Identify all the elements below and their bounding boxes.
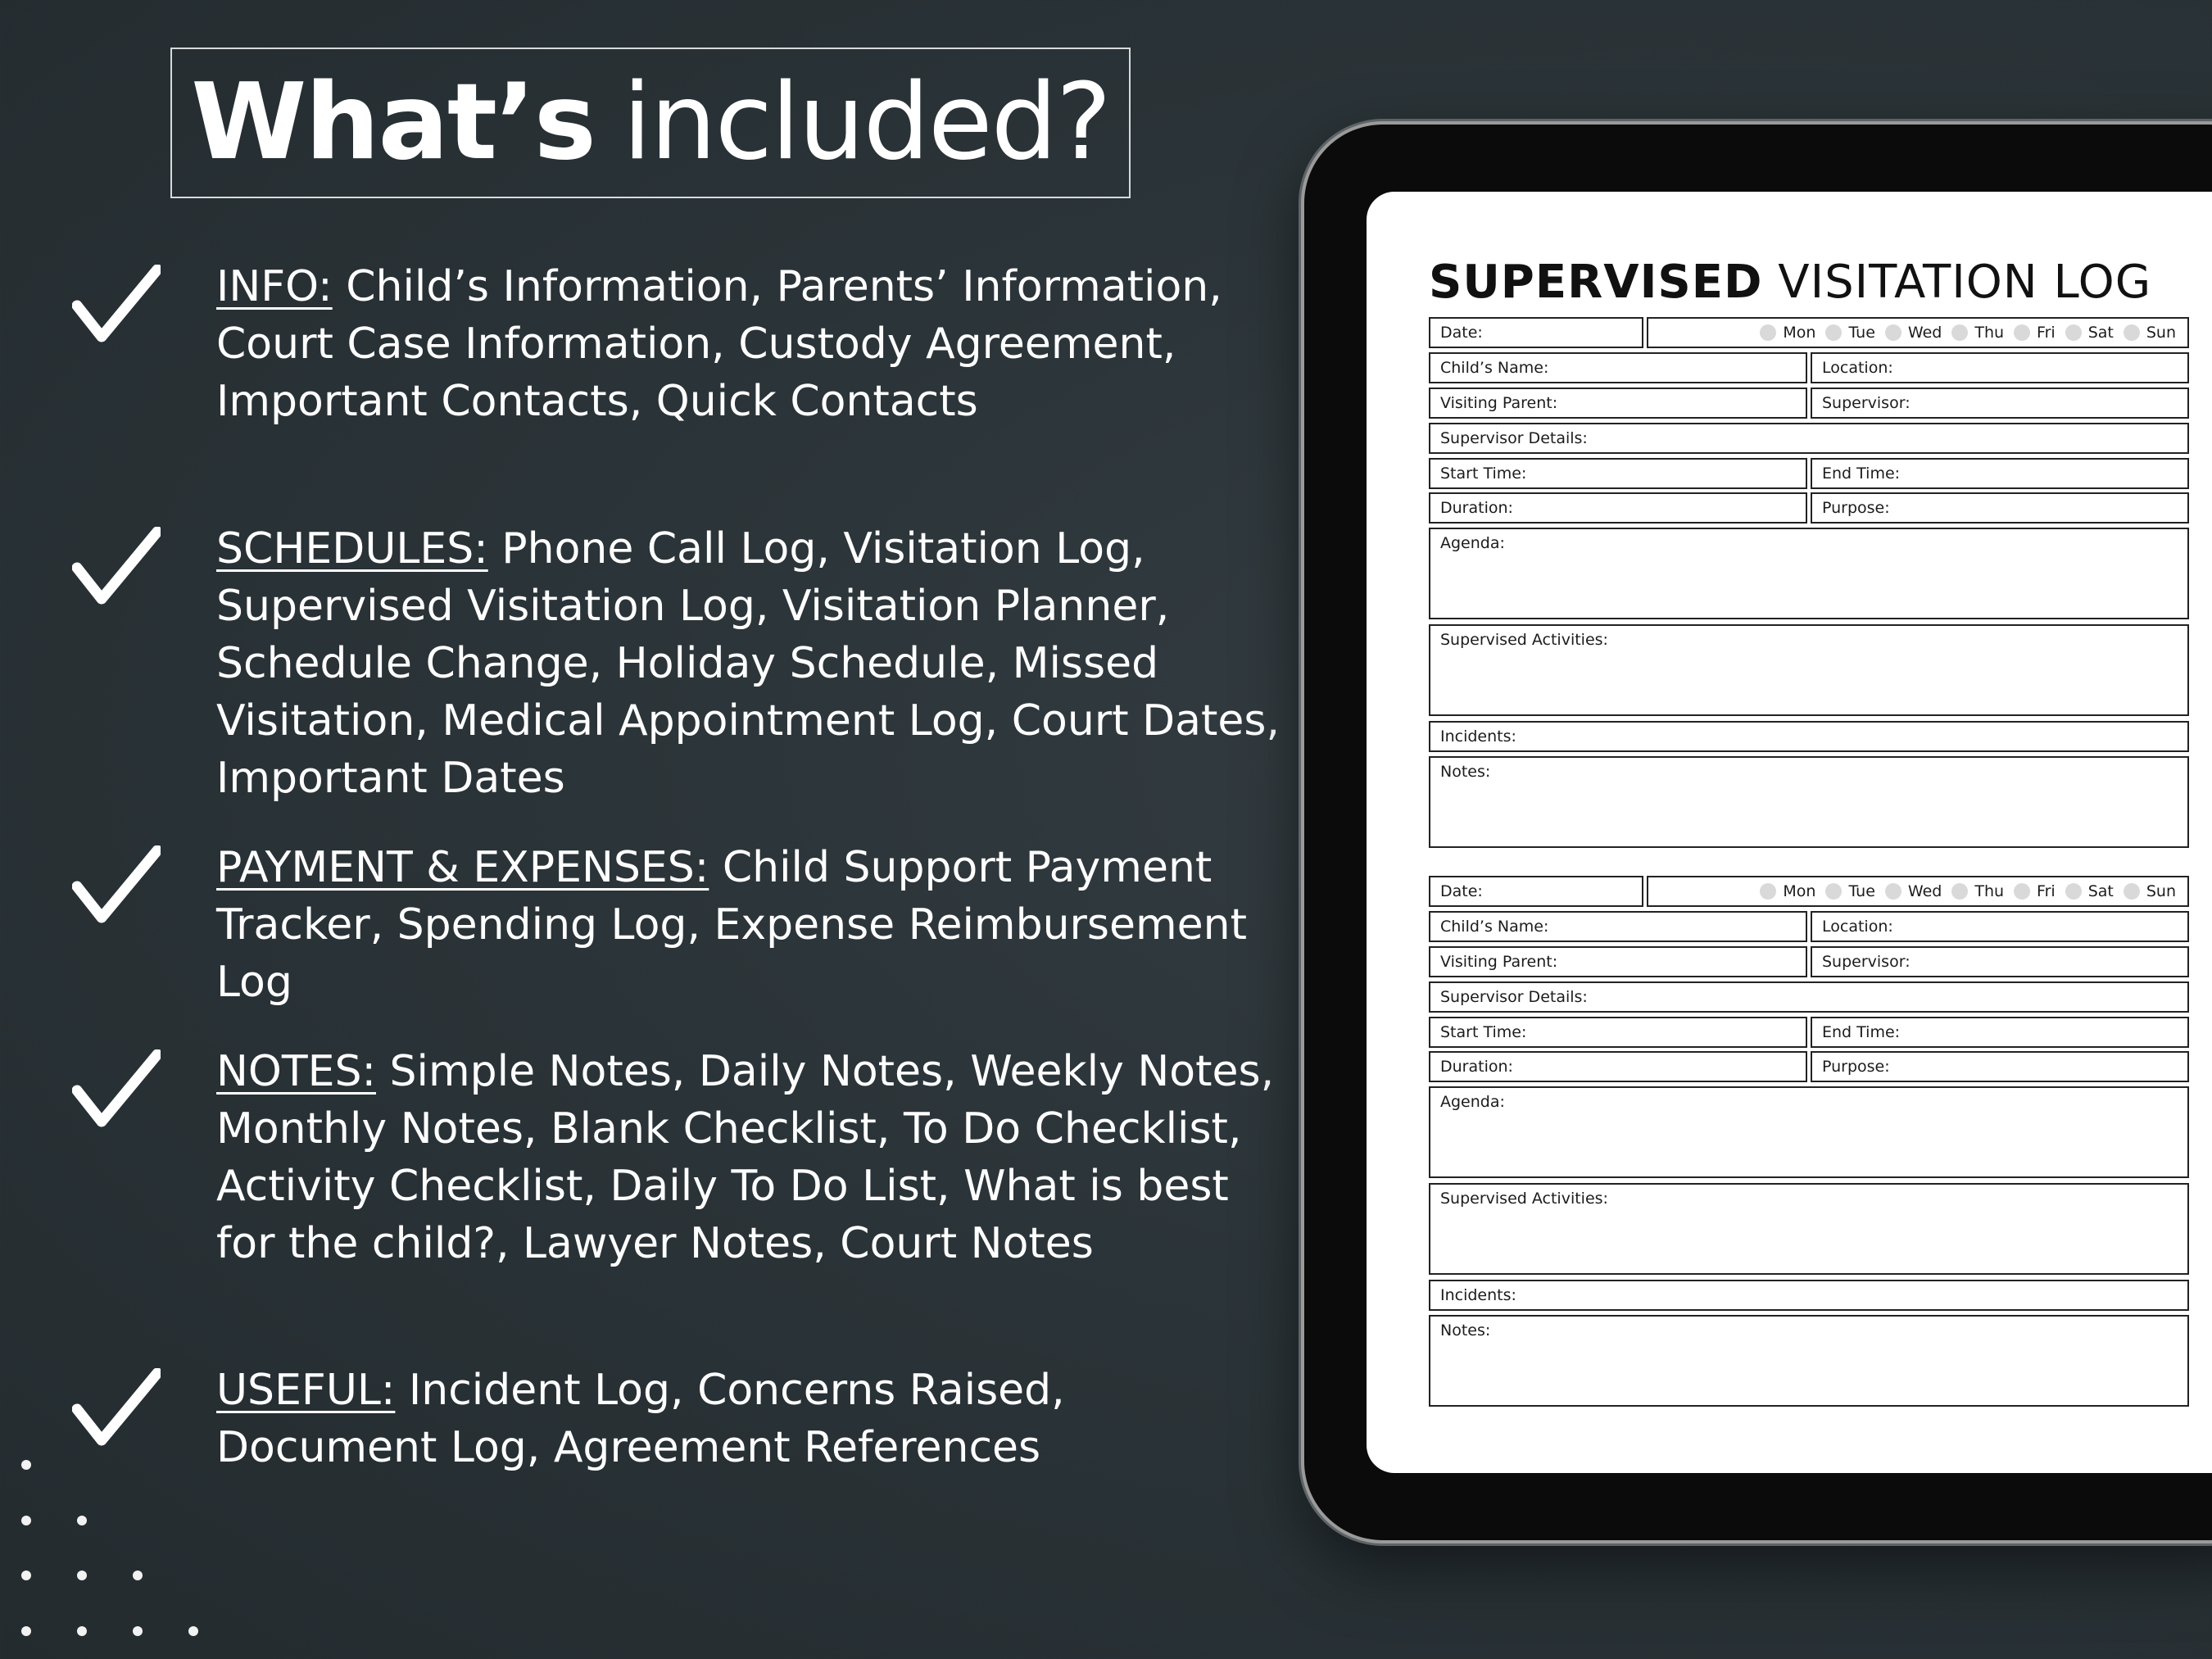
child-name-field[interactable]: Child’s Name: <box>1429 911 1807 942</box>
supervisor-details-field[interactable]: Supervisor Details: <box>1429 981 2189 1013</box>
feature-text <box>216 1362 1290 1476</box>
form-row <box>1429 492 2189 524</box>
form-row <box>1429 624 2189 716</box>
feature-text <box>216 520 1290 807</box>
date-field[interactable]: Date: <box>1429 317 1643 348</box>
dot <box>21 1460 31 1470</box>
form-row <box>1429 458 2189 489</box>
incidents-field[interactable]: Incidents: <box>1429 1280 2189 1311</box>
feature-text <box>216 839 1290 1011</box>
radio-circle-icon <box>1885 324 1902 341</box>
form-row <box>1429 1315 2189 1407</box>
supervised-activities-field[interactable]: Supervised Activities: <box>1429 624 2189 716</box>
date-field[interactable]: Date: <box>1429 876 1643 907</box>
form-row <box>1429 981 2189 1013</box>
feature-heading: USEFUL: <box>216 1366 396 1415</box>
log-title <box>1429 256 2151 309</box>
page-title <box>170 48 1131 198</box>
day-option-sat[interactable]: Sat <box>2065 882 2114 900</box>
radio-circle-icon <box>1760 883 1776 900</box>
purpose-field[interactable]: Purpose: <box>1811 492 2189 524</box>
notes-field[interactable]: Notes: <box>1429 756 2189 848</box>
feature-heading: PAYMENT & EXPENSES: <box>216 843 709 892</box>
log-title-light: VISITATION LOG <box>1778 256 2152 309</box>
visiting-parent-field[interactable]: Visiting Parent: <box>1429 946 1807 977</box>
form-row <box>1429 528 2189 619</box>
form-row-date <box>1429 876 2189 907</box>
feature-heading: NOTES: <box>216 1047 376 1096</box>
form-row <box>1429 756 2189 848</box>
agenda-field[interactable]: Agenda: <box>1429 528 2189 619</box>
feature-description: Child’s Information, Parents’ Information, Court Case Information, Custody Agreement, Important Contacts, Quick Contacts <box>216 262 1222 426</box>
feature-heading: INFO: <box>216 262 333 311</box>
feature-text <box>216 1043 1290 1272</box>
checkmark-icon <box>72 527 161 605</box>
feature-description: Incident Log, Concerns Raised, Document Log, Agreement References <box>216 1366 1065 1472</box>
dot <box>188 1626 198 1636</box>
feature-description: Child Support Payment Tracker, Spending Log, Expense Reimbursement Log <box>216 843 1248 1007</box>
dot <box>21 1516 31 1525</box>
day-option-sat[interactable]: Sat <box>2065 324 2114 342</box>
day-option-tue[interactable]: Tue <box>1825 324 1874 342</box>
checkmark-icon <box>72 1049 161 1128</box>
start-time-field[interactable]: Start Time: <box>1429 1017 1807 1048</box>
radio-circle-icon <box>2124 324 2140 341</box>
feature-description: Simple Notes, Daily Notes, Weekly Notes, Monthly Notes, Blank Checklist, To Do Checklist, Activity Checklist, Daily To Do List, What is best for the child?, Lawyer Notes, Court Notes <box>216 1047 1275 1268</box>
incidents-field[interactable]: Incidents: <box>1429 721 2189 752</box>
form-row <box>1429 911 2189 942</box>
dot <box>21 1626 31 1636</box>
feature-description: Phone Call Log, Visitation Log, Supervised Visitation Log, Visitation Planner, Schedule Change, Holiday Schedule, Missed Visitation, Medical Appointment Log, Court Dates, Important Dates <box>216 524 1281 803</box>
form-row <box>1429 1051 2189 1082</box>
feature-text <box>216 258 1290 430</box>
supervisor-field[interactable]: Supervisor: <box>1811 388 2189 419</box>
duration-field[interactable]: Duration: <box>1429 1051 1807 1082</box>
radio-circle-icon <box>2124 883 2140 900</box>
day-option-tue[interactable]: Tue <box>1825 882 1874 900</box>
radio-circle-icon <box>1951 883 1968 900</box>
start-time-field[interactable]: Start Time: <box>1429 458 1807 489</box>
day-option-wed[interactable]: Wed <box>1885 324 1942 342</box>
radio-circle-icon <box>1951 324 1968 341</box>
log-title-bold: SUPERVISED <box>1429 256 1763 309</box>
supervised-activities-field[interactable]: Supervised Activities: <box>1429 1183 2189 1275</box>
form-row <box>1429 1183 2189 1275</box>
form-row <box>1429 946 2189 977</box>
end-time-field[interactable]: End Time: <box>1811 1017 2189 1048</box>
location-field[interactable]: Location: <box>1811 911 2189 942</box>
visiting-parent-field[interactable]: Visiting Parent: <box>1429 388 1807 419</box>
radio-circle-icon <box>1885 883 1902 900</box>
dot <box>21 1571 31 1580</box>
end-time-field[interactable]: End Time: <box>1811 458 2189 489</box>
weekday-selector <box>1647 876 2189 907</box>
form-row <box>1429 352 2189 383</box>
checkmark-icon <box>72 845 161 924</box>
form-row-date <box>1429 317 2189 348</box>
form-row <box>1429 388 2189 419</box>
checkmark-icon <box>72 265 161 343</box>
form-row <box>1429 1017 2189 1048</box>
child-name-field[interactable]: Child’s Name: <box>1429 352 1807 383</box>
dot <box>133 1571 143 1580</box>
form-row <box>1429 1086 2189 1178</box>
notes-field[interactable]: Notes: <box>1429 1315 2189 1407</box>
radio-circle-icon <box>2065 324 2082 341</box>
day-option-thu[interactable]: Thu <box>1951 324 2004 342</box>
day-option-sun[interactable]: Sun <box>2124 882 2176 900</box>
day-option-fri[interactable]: Fri <box>2014 324 2056 342</box>
dot <box>133 1626 143 1636</box>
feature-heading: SCHEDULES: <box>216 524 488 573</box>
day-option-wed[interactable]: Wed <box>1885 882 1942 900</box>
form-row <box>1429 423 2189 454</box>
title-light: included? <box>622 61 1110 184</box>
radio-circle-icon <box>2065 883 2082 900</box>
day-option-mon[interactable]: Mon <box>1760 882 1815 900</box>
radio-circle-icon <box>1760 324 1776 341</box>
dot <box>77 1516 87 1525</box>
supervisor-details-field[interactable]: Supervisor Details: <box>1429 423 2189 454</box>
supervisor-field[interactable]: Supervisor: <box>1811 946 2189 977</box>
form-row <box>1429 721 2189 752</box>
duration-field[interactable]: Duration: <box>1429 492 1807 524</box>
radio-circle-icon <box>1825 324 1842 341</box>
checkmark-icon <box>72 1368 161 1447</box>
agenda-field[interactable]: Agenda: <box>1429 1086 2189 1178</box>
radio-circle-icon <box>2014 324 2030 341</box>
dot <box>77 1626 87 1636</box>
day-option-thu[interactable]: Thu <box>1951 882 2004 900</box>
day-option-sun[interactable]: Sun <box>2124 324 2176 342</box>
radio-circle-icon <box>1825 883 1842 900</box>
day-option-fri[interactable]: Fri <box>2014 882 2056 900</box>
weekday-selector <box>1647 317 2189 348</box>
dot <box>77 1571 87 1580</box>
purpose-field[interactable]: Purpose: <box>1811 1051 2189 1082</box>
tablet-screen <box>1367 192 2212 1473</box>
day-option-mon[interactable]: Mon <box>1760 324 1815 342</box>
location-field[interactable]: Location: <box>1811 352 2189 383</box>
radio-circle-icon <box>2014 883 2030 900</box>
form-row <box>1429 1280 2189 1311</box>
title-bold: What’s <box>191 61 595 184</box>
